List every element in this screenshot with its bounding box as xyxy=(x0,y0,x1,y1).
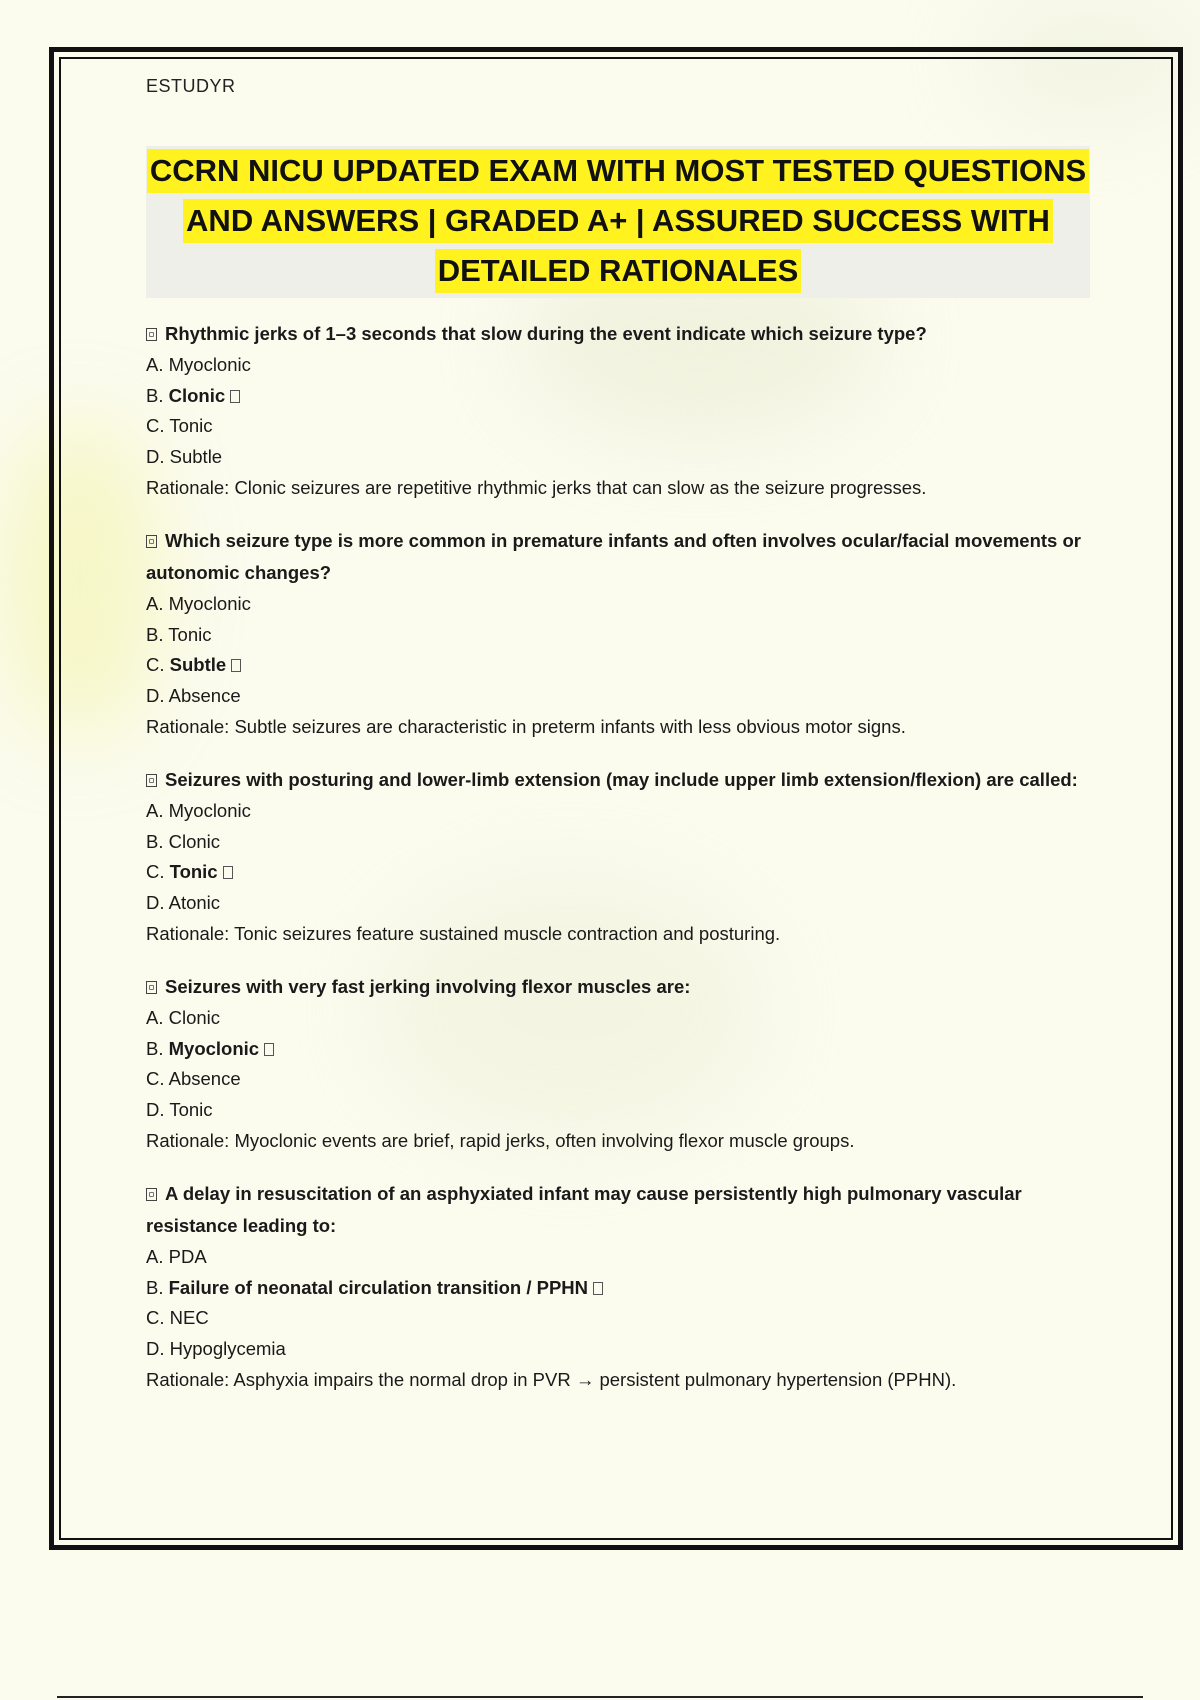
answer-option-correct: C. Subtle xyxy=(146,650,1106,681)
answer-option-correct: B. Clonic xyxy=(146,381,1106,412)
rationale-text: Rationale: Tonic seizures feature sustained muscle contraction and posturing. xyxy=(146,923,781,944)
question-item xyxy=(146,971,1106,1157)
answer-option: A. Myoclonic xyxy=(146,593,251,614)
bullet-box-icon xyxy=(146,981,157,994)
question-text: A delay in resuscitation of an asphyxiated infant may cause persistently high pulmonary vascular resistance leading to: xyxy=(146,1183,1022,1236)
document-title xyxy=(146,146,1090,298)
bullet-box-icon xyxy=(146,1188,157,1201)
answer-option: A. Myoclonic xyxy=(146,800,251,821)
question-text: Which seizure type is more common in premature infants and often involves ocular/facial movements or autonomic changes? xyxy=(146,530,1081,583)
answer-option: A. Clonic xyxy=(146,1007,221,1028)
answer-option-correct: B. Myoclonic xyxy=(146,1034,1106,1065)
question-text: Seizures with posturing and lower-limb extension (may include upper limb extension/flexion) are called: xyxy=(146,764,1106,796)
question-text: Rhythmic jerks of 1–3 seconds that slow during the event indicate which seizure type? xyxy=(146,318,1106,350)
question-item xyxy=(146,1178,1106,1396)
answer-option: B. Tonic xyxy=(146,623,212,645)
answer-option: A. Myoclonic xyxy=(146,354,251,375)
correct-mark-icon xyxy=(223,866,233,879)
bullet-box-icon xyxy=(146,774,157,787)
question-text: Seizures with very fast jerking involving flexor muscles are: xyxy=(146,971,1106,1003)
answer-option: D. Hypoglycemia xyxy=(146,1337,286,1359)
correct-mark-icon xyxy=(593,1282,603,1295)
rationale-text: Rationale: Myoclonic events are brief, rapid jerks, often involving flexor muscle groups. xyxy=(146,1130,855,1151)
title-line: CCRN NICU UPDATED EXAM WITH MOST TESTED QUESTIONS xyxy=(147,149,1089,193)
question-item xyxy=(146,525,1106,743)
answer-option: D. Atonic xyxy=(146,891,221,913)
title-line: AND ANSWERS | GRADED A+ | ASSURED SUCCESS WITH xyxy=(183,199,1053,243)
rationale-text: Rationale: Subtle seizures are characteristic in preterm infants with less obvious motor signs. xyxy=(146,716,906,737)
bullet-box-icon xyxy=(146,535,157,548)
answer-option: D. Subtle xyxy=(146,445,223,467)
answer-option: D. Absence xyxy=(146,684,241,706)
rationale-text: Rationale: Asphyxia impairs the normal drop in PVR → persistent pulmonary hypertension (PPHN). xyxy=(146,1369,957,1390)
question-item xyxy=(146,318,1106,504)
answer-option: B. Clonic xyxy=(146,830,221,852)
correct-mark-icon xyxy=(264,1043,274,1056)
answer-option: A. PDA xyxy=(146,1246,207,1267)
answer-option: D. Tonic xyxy=(146,1098,213,1120)
question-item xyxy=(146,764,1106,950)
answer-option-correct: B. Failure of neonatal circulation transition / PPHN xyxy=(146,1273,1106,1304)
question-list xyxy=(146,318,1106,1417)
correct-mark-icon xyxy=(230,390,240,403)
correct-mark-icon xyxy=(231,659,241,672)
title-line: DETAILED RATIONALES xyxy=(435,249,802,293)
answer-option: C. Tonic xyxy=(146,415,213,436)
answer-option-correct: C. Tonic xyxy=(146,857,1106,888)
brand-label: ESTUDYR xyxy=(146,76,236,96)
footer-divider xyxy=(57,1696,1143,1698)
bullet-box-icon xyxy=(146,328,157,341)
rationale-text: Rationale: Clonic seizures are repetitive rhythmic jerks that can slow as the seizure progresses. xyxy=(146,477,927,498)
answer-option: C. Absence xyxy=(146,1068,241,1089)
answer-option: C. NEC xyxy=(146,1307,209,1328)
